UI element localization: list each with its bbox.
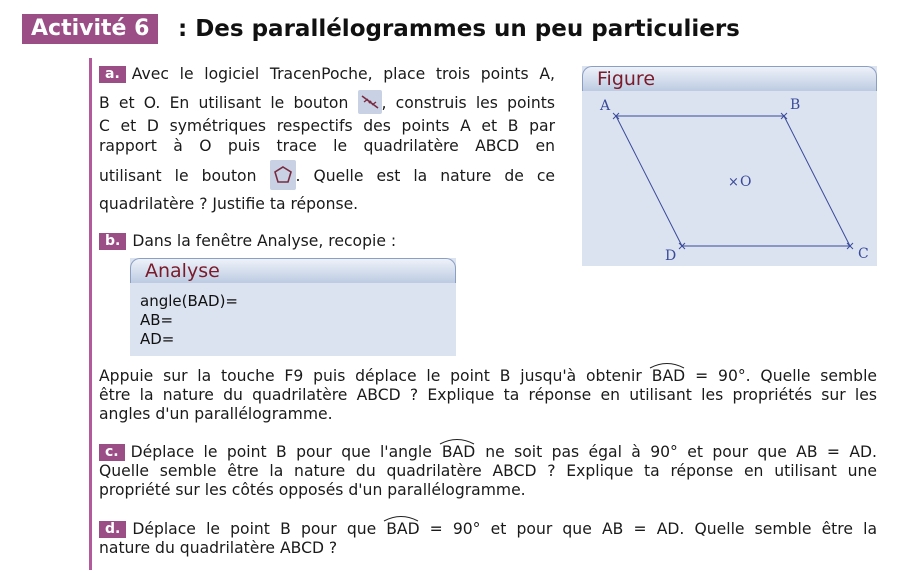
part-a: [99, 65, 555, 215]
part-b-intro-text: Dans la fenêtre Analyse, recopie :: [132, 232, 397, 250]
analyse-panel-header: [130, 258, 456, 283]
point-o-marker: ×: [728, 175, 739, 190]
angle-bad-text: BAD: [441, 443, 476, 461]
symmetry-tool-icon: [358, 90, 382, 114]
part-a-line-1: Avec le logiciel TracenPoche, place trois points A,: [131, 65, 555, 83]
analyse-lines: [140, 292, 238, 349]
page-title: : Des parallélogrammes un peu particuliers: [178, 16, 740, 42]
part-c-line-3: propriété sur les côtés opposés d'un parallélogramme.: [99, 481, 526, 499]
part-d: [99, 520, 877, 558]
part-c-line-1a: Déplace le point B pour que l'angle: [130, 443, 432, 461]
part-d-line-1b: = 90° et pour que AB = AD. Quelle semble être la: [429, 520, 877, 538]
part-b-line-1b: = 90°. Quelle semble: [695, 367, 877, 385]
point-c-label: C: [858, 246, 869, 262]
part-b-line-3: angles d'un parallélogramme.: [99, 405, 333, 423]
part-a-line-5a: utilisant le bouton: [99, 167, 257, 185]
analyse-panel: [130, 258, 456, 356]
part-a-line-5b: . Quelle est la nature de ce: [295, 167, 555, 185]
angle-hat-icon: [438, 435, 476, 445]
point-o-label: O: [740, 174, 752, 190]
part-d-label: d.: [99, 521, 126, 538]
figure-panel-title: Figure: [597, 68, 656, 90]
part-a-label: a.: [99, 66, 126, 83]
angle-bad: [382, 520, 423, 539]
part-b-line-2: être la nature du quadrilatère ABCD ? Explique ta réponse en utilisant les propriétés sur les: [99, 386, 877, 404]
figure-panel: [582, 66, 877, 266]
part-d-line-1a: Déplace le point B pour que: [132, 520, 377, 538]
point-a-label: A: [600, 98, 611, 114]
angle-bad-text: BAD: [651, 367, 686, 385]
point-d-label: D: [665, 248, 677, 264]
analyse-line-angle: angle(BAD)=: [140, 292, 238, 310]
part-c-line-1b: ne soit pas égal à 90° et pour que AB = AD.: [485, 443, 877, 461]
part-b-line-1a: Appuie sur la touche F9 puis déplace le point B jusqu'à obtenir: [99, 367, 642, 385]
parallelogram-figure: [582, 66, 877, 266]
part-c: [99, 443, 877, 500]
part-c-line-2: Quelle semble être la nature du quadrilatère ABCD ? Explique ta réponse en utilisant une: [99, 462, 877, 480]
angle-bad-text: BAD: [386, 520, 420, 538]
polygon-tool-icon: [270, 160, 296, 190]
analyse-line-ad: AD=: [140, 330, 175, 348]
part-a-line-3: C et D symétriques respectifs des points A et B par: [99, 117, 555, 135]
part-a-line-2a: B et O. En utilisant le bouton: [99, 94, 349, 112]
analyse-line-ab: AB=: [140, 311, 174, 329]
part-b-label: b.: [99, 233, 126, 250]
angle-bad: [438, 443, 479, 462]
part-a-line-4: rapport à O puis trace le quadrilatère ABCD en: [99, 137, 555, 155]
part-a-line-2b: , construis les points: [381, 94, 555, 112]
left-margin-bar: [89, 58, 92, 570]
part-c-label: c.: [99, 444, 125, 461]
angle-hat-icon: [648, 359, 686, 369]
part-d-line-2: nature du quadrilatère ABCD ?: [99, 539, 338, 557]
angle-bad: [648, 367, 689, 386]
activity-badge: Activité 6: [22, 14, 158, 44]
point-b-label: B: [790, 97, 801, 113]
part-b-intro: [99, 232, 559, 251]
part-b-body: [99, 367, 877, 424]
analyse-panel-title: Analyse: [145, 260, 220, 282]
part-a-line-6: quadrilatère ? Justifie ta réponse.: [99, 195, 359, 213]
angle-hat-icon: [382, 512, 420, 522]
